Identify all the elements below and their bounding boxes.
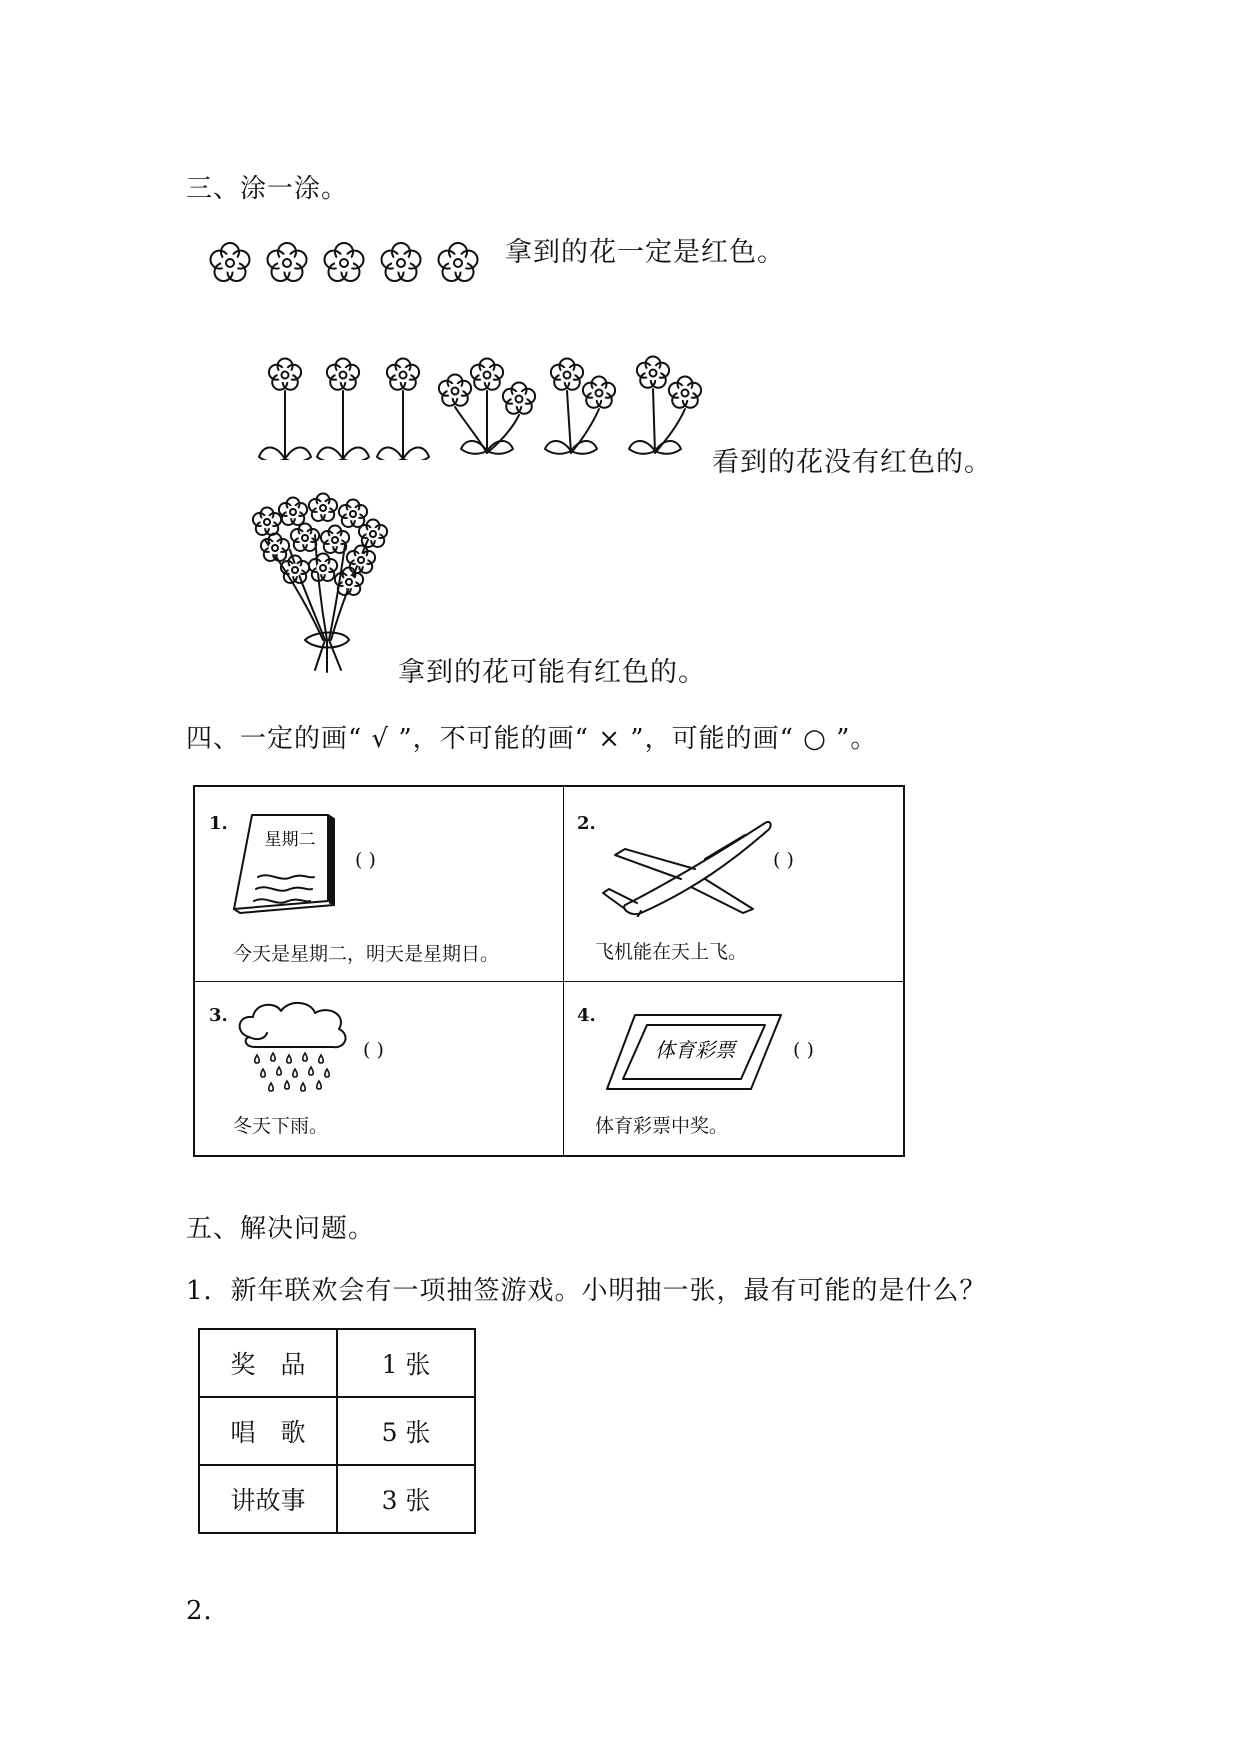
grid-cell-4 [565,983,903,1155]
question-2: 2． [186,1596,231,1626]
cell-sentence: 冬天下雨。 [233,1115,329,1137]
caption-maybe-red: 拿到的花可能有红色的。 [398,657,706,688]
potted-flower-icon [629,357,701,454]
flower-icon [211,243,250,281]
rain-cloud-icon [235,997,355,1097]
answer-paren[interactable]: ( ) [793,1039,814,1061]
answer-paren[interactable]: ( ) [363,1039,384,1061]
section-3-title: 三、涂一涂。 [186,174,349,204]
answer-paren[interactable]: ( ) [355,849,376,871]
ticket-label: 体育彩票 [655,1038,735,1062]
grid-divider-vertical [563,787,564,1155]
table-row [199,1465,475,1533]
cell-sentence: 飞机能在天上飞。 [595,941,748,963]
grid-divider-horizontal [195,981,903,982]
airplane-icon [595,809,775,917]
grid-cell-2 [565,787,903,981]
potted-flower-icon [439,359,535,454]
prize-table [198,1328,476,1534]
flower-icon [382,243,421,281]
potted-flower-icon [545,359,615,454]
cell-number: 4. [577,1005,596,1026]
cell-number: 1. [209,813,228,834]
judgement-grid [193,785,905,1157]
potted-flowers [255,355,715,460]
potted-flower-icon [259,359,311,461]
lottery-ticket-icon [605,1011,785,1093]
bouquet-icon [245,490,395,675]
grid-cell-3 [195,983,563,1155]
flower-row [205,238,490,288]
table-row [199,1397,475,1465]
potted-flower-icon [317,359,369,461]
table-cell: 1 张 [337,1329,475,1397]
table-cell: 讲故事 [199,1465,337,1533]
section-4-title: 四、一定的画“ √ ”，不可能的画“ × ”，可能的画“ ○ ”。 [186,724,878,754]
section-5-title: 五、解决问题。 [186,1214,376,1244]
cell-number: 3. [209,1005,228,1026]
cell-sentence: 今天是星期二，明天是星期日。 [233,943,500,965]
table-cell: 唱 歌 [199,1397,337,1465]
calendar-label: 星期二 [264,830,316,850]
caption-certain-red: 拿到的花一定是红色。 [505,237,785,268]
table-row [199,1329,475,1397]
flower-icon [325,243,364,281]
answer-paren[interactable]: ( ) [773,849,794,871]
flower-icon [268,243,307,281]
potted-flower-icon [377,359,429,461]
cell-number: 2. [577,813,596,834]
table-cell: 奖 品 [199,1329,337,1397]
question-1: 1．新年联欢会有一项抽签游戏。小明抽一张，最有可能的是什么？ [186,1276,987,1306]
table-cell: 5 张 [337,1397,475,1465]
grid-cell-1 [195,787,563,981]
cell-sentence: 体育彩票中奖。 [595,1115,729,1137]
flower-icon [439,243,478,281]
caption-no-red: 看到的花没有红色的。 [712,447,992,478]
table-cell: 3 张 [337,1465,475,1533]
calendar-icon [230,809,340,917]
